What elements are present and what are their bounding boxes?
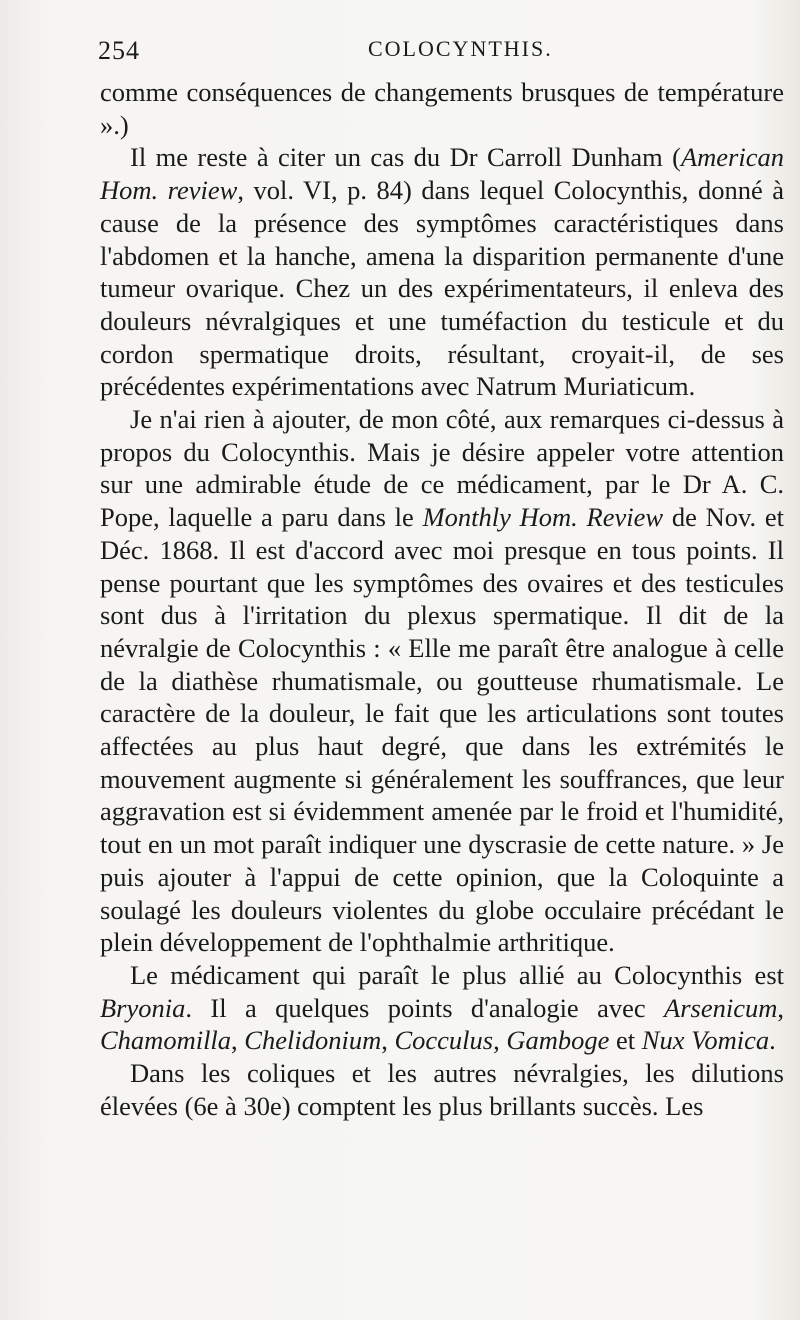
paragraph: [100, 1057, 784, 1122]
text-run: Le médicament qui paraît le plus allié au Colocynthis est: [130, 959, 784, 990]
text-run: comme conséquences de changements brusques de température ».): [100, 77, 784, 140]
text-run: ,: [493, 1025, 507, 1056]
text-run: de Nov. et Déc. 1868. Il est d'accord avec moi presque en tous points. Il pense pourtant que les symptômes des ovaires et des testicules sont dus à l'irritation du plexus spermatique. Il dit de la névralgie de Colocynthis : « Elle me paraît être analogue à celle de la diathèse rhumatismale, ou goutteuse rhumatismale. Le caractère de la douleur, le fait que les articulations sont toutes affectées au plus haut degré, que dans les extrémités le mouvement augmente si généralement les souffrances, que leur aggravation est si évidemment amenée par le froid et l'humidité, tout en un mot paraît indiquer une dyscrasie de cette nature. » Je puis ajouter à l'appui de cette opinion, que la Coloquinte a soulagé les douleurs violentes du globe occulaire précédant le plein développement de l'ophthalmie arthritique.: [100, 502, 784, 958]
text-run: . Il a quelques points d'analogie avec: [185, 992, 665, 1023]
page-number: 254: [98, 36, 140, 65]
text-run: ,: [381, 1025, 395, 1056]
remedy-name: Chelidonium: [244, 1025, 382, 1056]
journal-title: Monthly Hom. Review: [422, 502, 664, 533]
page-header: [98, 30, 700, 66]
remedy-name: Nux Vomica: [641, 1025, 770, 1056]
paragraph: [100, 403, 784, 959]
remedy-name: Cocculus: [394, 1025, 494, 1056]
paragraph: [100, 959, 784, 1057]
remedy-name: Bryonia: [100, 992, 186, 1023]
text-run: et: [609, 1025, 642, 1056]
remedy-name: Chamomilla: [100, 1025, 232, 1056]
body-text: [100, 76, 784, 1123]
running-title: COLOCYNTHIS.: [368, 36, 553, 61]
remedy-name: Gamboge: [506, 1025, 610, 1056]
text-run: , vol. VI, p. 84) dans lequel Colocynthis, donné à cause de la présence des symptômes caractéristiques dans l'abdomen et la hanche, amena la disparition permanente d'une tumeur ovarique. Chez un des expérimentateurs, il enleva des douleurs névralgiques et une tuméfaction du testicule et du cordon spermatique droits, résultant, croyait-il, de ses précédentes expérimentations avec Natrum Muriaticum.: [100, 175, 784, 402]
text-run: Je n'ai rien à ajouter, de mon côté, aux remarques ci-dessus à propos du Colocynthis. Mais je désire appeler votre attention sur une admirable étude de ce médicament, par le Dr A. C. Pope, laquelle a paru dans le: [100, 404, 784, 533]
text-run: ,: [231, 1025, 245, 1056]
text-run: ,: [777, 992, 784, 1023]
journal-title: American Hom. review: [100, 142, 784, 206]
text-run: .: [769, 1025, 776, 1056]
remedy-name: Arsenicum: [664, 992, 778, 1023]
paragraph: [100, 76, 784, 141]
text-run: Dans les coliques et les autres névralgies, les dilutions élevées (6e à 30e) comptent les plus brillants succès. Les: [100, 1058, 784, 1121]
text-run: Il me reste à citer un cas du Dr Carroll Dunham (: [130, 142, 681, 173]
paragraph: [100, 141, 784, 403]
